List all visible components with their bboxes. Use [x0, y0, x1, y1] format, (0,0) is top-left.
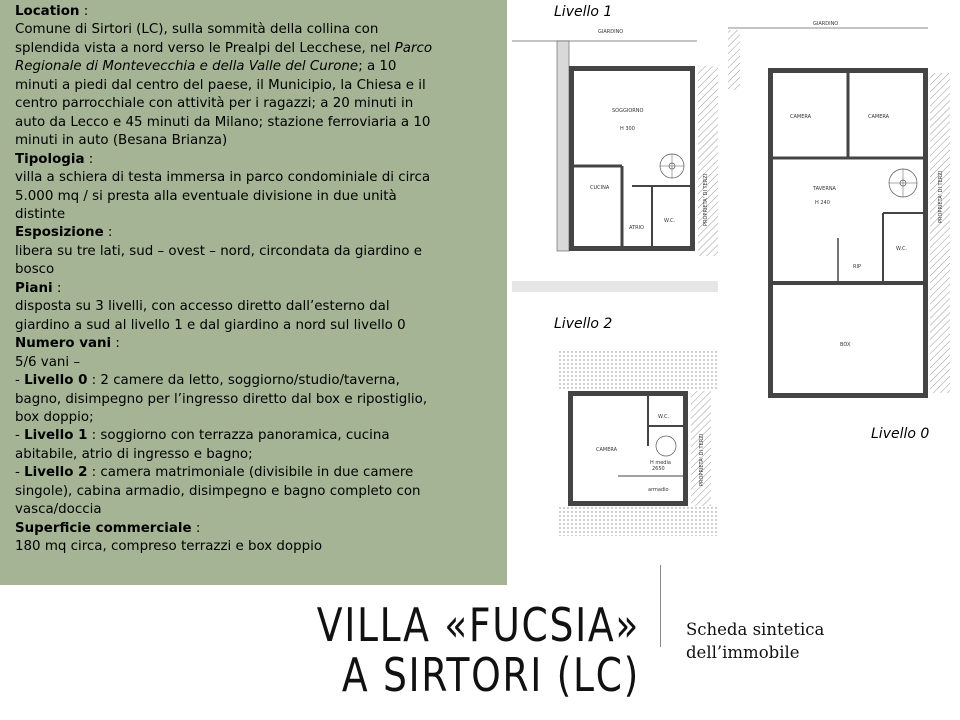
- title-line-2: A SIRTORI (LC): [341, 648, 640, 702]
- plan-label-livello-1: Livello 1: [554, 4, 613, 20]
- l2-wc-label: W.C.: [658, 414, 670, 420]
- level-name: Livello 2: [24, 465, 88, 481]
- info-line-location: Comune di Sirtori (LC), sulla sommità della collina con: [15, 22, 379, 38]
- level-name: Livello 1: [24, 428, 88, 444]
- level-text: : camera matrimoniale (divisibile in due camere: [87, 465, 414, 481]
- l2-terzi-label: PROPRIETA' DI TERZI: [699, 433, 705, 486]
- title-line-1: VILLA «FUCSIA»: [316, 598, 640, 652]
- title-divider: [660, 565, 661, 647]
- level-text: : 2 camere da letto, soggiorno/studio/taverna,: [87, 373, 400, 389]
- property-info-panel: [0, 0, 507, 585]
- l0-garden-label: GIARDINO: [813, 21, 839, 27]
- info-line-tipologia: 5.000 mq / si presta alla eventuale divisione in due unità: [15, 188, 397, 204]
- l0-terzi-label: PROPRIETA' DI TERZI: [938, 170, 944, 223]
- l1-terzi-label: PROPRIETA' DI TERZI: [703, 173, 709, 226]
- subtitle-line-2: dell’immobile: [686, 643, 800, 662]
- plan-label-livello-2: Livello 2: [554, 316, 613, 332]
- info-line-tipologia: distinte: [15, 206, 66, 222]
- l1-soggiorno-label: SOGGIORNO: [612, 108, 644, 114]
- info-line-superficie: 180 mq circa, compreso terrazzi e box doppio: [15, 539, 323, 555]
- floor-plan-livello-2: [558, 346, 718, 542]
- level-text-continued: singole), cabina armadio, disimpegno e bagno completo con: [15, 483, 421, 499]
- l1-cucina-label: CUCINA: [590, 185, 610, 191]
- info-heading-vani: Numero vani :: [15, 336, 120, 352]
- l2-hmedia-label: H media: [650, 460, 671, 466]
- info-heading-label-tipologia: Tipologia: [15, 151, 85, 167]
- level-description-2: - Livello 2 : camera matrimoniale (divisibile in due camere: [15, 465, 414, 481]
- info-line-location: splendida vista a nord verso le Prealpi del Lecchese, nel Parco: [15, 40, 433, 56]
- l1-wc-label: W.C.: [664, 218, 676, 224]
- l1-h300-label: H 300: [620, 126, 635, 132]
- info-heading-location: Location :: [15, 4, 89, 19]
- info-line-vani: 5/6 vani –: [15, 354, 81, 370]
- level-name: Livello 0: [24, 373, 88, 389]
- info-line-piani: disposta su 3 livelli, con accesso diretto dall’esterno dal: [15, 299, 390, 315]
- level-text-continued: bagno, disimpegno per l’ingresso diretto dal box e ripostiglio,: [15, 391, 428, 407]
- info-line-location: minuti in auto (Besana Brianza): [15, 133, 228, 149]
- level-text-continued: abitabile, atrio di ingresso e bagno;: [15, 446, 253, 462]
- plan-label-livello-0: Livello 0: [871, 426, 930, 442]
- l1-atrio-label: ATRIO: [629, 225, 644, 231]
- info-line-piani: giardino a sud al livello 1 e dal giardino a nord sul livello 0: [15, 317, 406, 333]
- info-heading-label-location: Location: [15, 4, 80, 19]
- info-line-tipologia: villa a schiera di testa immersa in parco condominiale di circa: [15, 170, 431, 186]
- level-description-1: - Livello 1 : soggiorno con terrazza panoramica, cucina: [15, 428, 390, 444]
- info-line-esposizione: bosco: [15, 262, 55, 278]
- info-line-location: minuti a piedi dal centro del paese, il Municipio, la Chiesa e il: [15, 77, 426, 93]
- info-heading-label-superficie: Superficie commerciale: [15, 520, 192, 536]
- info-heading-tipologia: Tipologia :: [15, 151, 94, 167]
- l1-garden-label: GIARDINO: [598, 29, 624, 35]
- info-heading-label-esposizione: Esposizione: [15, 225, 104, 241]
- l2-armadio-label: armadio: [648, 487, 669, 493]
- page-subtitle: [686, 618, 824, 664]
- l0-wc-label: W.C.: [896, 246, 908, 252]
- info-line-location: Regionale di Montevecchia e della Valle del Curone; a 10: [15, 59, 397, 75]
- info-line-location: auto da Lecco e 45 minuti da Milano; stazione ferroviaria a 10: [15, 114, 431, 130]
- l2-camera-label: CAMERA: [596, 447, 618, 453]
- info-line-esposizione: libera su tre lati, sud – ovest – nord, circondata da giardino e: [15, 243, 422, 259]
- l0-rip-label: RIP: [853, 264, 861, 270]
- l0-camera1-label: CAMERA: [790, 114, 812, 120]
- floor-plan-livello-1: [512, 26, 718, 292]
- l0-box-label: BOX: [840, 342, 851, 348]
- l0-camera2-label: CAMERA: [868, 114, 890, 120]
- info-heading-label-vani: Numero vani: [15, 336, 112, 352]
- info-heading-superficie: Superficie commerciale :: [15, 520, 201, 536]
- l0-taverna-label: TAVERNA: [813, 186, 836, 192]
- level-text: : soggiorno con terrazza panoramica, cucina: [87, 428, 390, 444]
- l2-h265-label: 2650: [652, 466, 665, 472]
- l0-h240-label: H 240: [815, 200, 830, 206]
- info-line-location: centro parrocchiale con attività per i ragazzi; a 20 minuti in: [15, 96, 414, 112]
- page-title: [312, 600, 640, 700]
- level-description-0: - Livello 0 : 2 camere da letto, soggiorno/studio/taverna,: [15, 373, 400, 389]
- info-heading-esposizione: Esposizione :: [15, 225, 113, 241]
- floor-plan-livello-0: [728, 18, 954, 418]
- level-text-continued: box doppio;: [15, 409, 94, 425]
- info-heading-label-piani: Piani: [15, 280, 53, 296]
- info-heading-piani: Piani :: [15, 280, 62, 296]
- level-text-continued: vasca/doccia: [15, 502, 102, 518]
- subtitle-line-1: Scheda sintetica: [686, 620, 825, 639]
